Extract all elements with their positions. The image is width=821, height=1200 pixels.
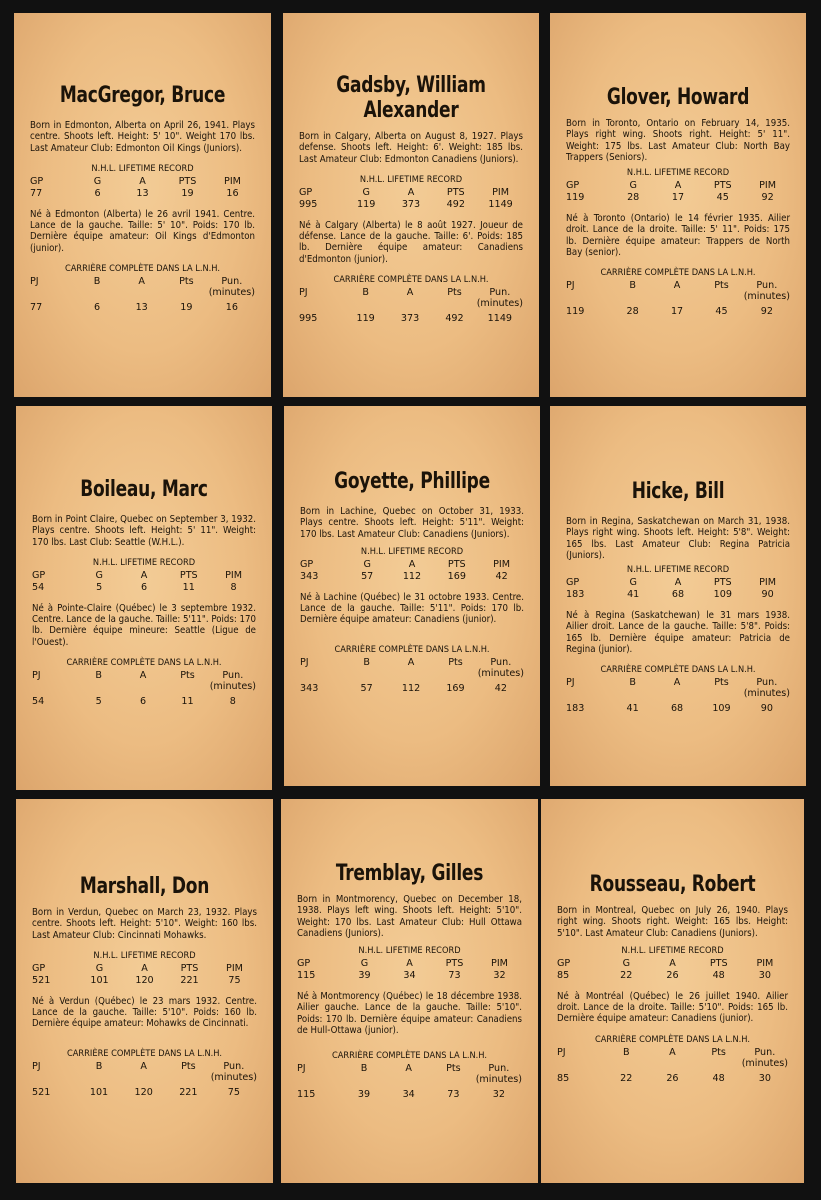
header-pts-fr: Pts: [447, 287, 462, 299]
card-gadsby: [283, 13, 539, 397]
card-tremblay: [281, 799, 538, 1183]
stat-g: 28: [627, 192, 640, 204]
player-name: Glover, Howard: [606, 85, 750, 110]
stats-english: [299, 187, 523, 211]
header-pts-fr: Pts: [179, 276, 194, 288]
stat-pim: 90: [761, 589, 774, 601]
header-pts-fr: Pts: [448, 656, 463, 668]
stat-a-fr: 120: [134, 1086, 153, 1098]
stat-pts-fr: 11: [181, 696, 194, 708]
player-name: Rousseau, Robert: [589, 872, 756, 897]
bio-french: Né à Verdun (Québec) le 23 mars 1932. Centre. Lance de la gauche. Taille: 5'10". Poids: 160 lb. Dernière équipe amateur: Mohawks de Cincinnati.: [32, 995, 257, 1030]
bio-french: Né à Lachine (Québec) le 31 octobre 1933. Centre. Lance de la gauche. Taille: 5'11". Poids: 170 lb. Dernière équipe amateur: Canadiens (junior).: [300, 591, 524, 626]
header-pj: PJ: [32, 670, 41, 682]
stat-a: 120: [135, 974, 154, 986]
header-pim: PIM: [759, 180, 777, 192]
stat-gp: 995: [299, 198, 318, 210]
header-b: B: [360, 1063, 368, 1075]
record-title-english: N.H.L. LIFETIME RECORD: [93, 949, 196, 961]
record-title-french: CARRIÈRE COMPLÈTE DANS LA L.N.H.: [67, 1047, 222, 1059]
header-g: G: [362, 186, 370, 198]
header-pts: PTS: [713, 577, 732, 589]
player-name: Boileau, Marc: [80, 477, 208, 502]
stat-pts: 109: [713, 589, 732, 601]
header-pts: PTS: [446, 186, 465, 198]
header-pj: PJ: [566, 677, 575, 689]
stat-a: 13: [136, 187, 149, 199]
stat-a-fr: 68: [670, 703, 684, 715]
header-b: B: [629, 280, 636, 292]
header-pim: PIM: [225, 569, 243, 581]
stat-b: 41: [626, 703, 639, 715]
stat-pun: 90: [760, 703, 773, 715]
stat-pj: 115: [297, 1089, 316, 1101]
stat-b: 28: [626, 306, 639, 318]
bio-english: Born in Edmonton, Alberta on April 26, 1941. Plays centre. Shoots left. Height: 5' 10". Weight 170 lbs. Last Amateur Club: Edmonton Oil Kings (Juniors).: [30, 120, 255, 154]
bio-french: Né à Montréal (Québec) le 26 juillet 1940. Ailier droit. Lance de la droite. Taille: 5'10". Poids: 165 lb. Dernière équipe amateur: Canadiens (junior).: [557, 990, 788, 1025]
header-pim: PIM: [226, 962, 243, 974]
header-a-fr: A: [405, 1063, 412, 1075]
stats-english: [30, 176, 255, 200]
header-pun: Pun. (minutes): [477, 656, 525, 679]
record-title-french: CARRIÈRE COMPLÈTE DANS LA L.N.H.: [332, 1050, 487, 1062]
card-hicke: [550, 406, 806, 786]
stats-french: [566, 280, 790, 317]
stat-pts: 11: [182, 581, 195, 593]
header-a: A: [139, 175, 146, 187]
stat-gp: 119: [566, 192, 585, 204]
stat-g: 119: [357, 198, 376, 210]
header-pts: PTS: [447, 558, 466, 570]
record-title-french: CARRIÈRE COMPLÈTE DANS LA L.N.H.: [595, 1033, 750, 1045]
stat-pts: 169: [447, 570, 466, 582]
header-pun: Pun. (minutes): [209, 670, 257, 693]
stat-pun: 16: [225, 302, 238, 314]
bio-english: Born in Calgary, Alberta on August 8, 1927. Plays defense. Shoots left. Height: 6'. Weight: 185 lbs. Last Amateur Club: Edmonton Canadiens (Juniors).: [299, 131, 523, 165]
stat-g: 5: [96, 581, 103, 593]
stat-a-fr: 26: [666, 1072, 679, 1084]
card-glover: [550, 13, 806, 397]
card-marshall: [16, 799, 273, 1183]
header-gp: GP: [557, 957, 571, 969]
header-a: A: [141, 962, 148, 974]
header-gp: GP: [299, 186, 313, 198]
header-gp: GP: [566, 577, 580, 589]
player-name: Tremblay, Gilles: [335, 861, 484, 886]
header-b: B: [363, 656, 370, 668]
header-a: A: [407, 186, 415, 198]
record-title-english: N.H.L. LIFETIME RECORD: [91, 162, 194, 174]
header-pim: PIM: [759, 577, 777, 589]
stat-pim: 75: [228, 974, 241, 986]
stat-pun: 1149: [487, 313, 513, 325]
header-a-fr: A: [406, 287, 414, 299]
header-pts-fr: Pts: [180, 670, 195, 682]
header-a-fr: A: [140, 1060, 147, 1072]
header-g: G: [93, 175, 102, 187]
stat-pun: 30: [758, 1072, 771, 1084]
stat-pim: 8: [230, 581, 237, 593]
header-pts: PTS: [713, 180, 732, 192]
header-a: A: [674, 180, 682, 192]
stat-pts-fr: 73: [447, 1089, 460, 1101]
stat-a: 34: [403, 970, 416, 982]
header-pun: Pun. (minutes): [475, 1063, 523, 1086]
stat-pun: 75: [227, 1086, 240, 1098]
stat-pj: 995: [299, 313, 318, 325]
stat-b: 6: [93, 302, 101, 314]
stat-pts-fr: 221: [179, 1086, 198, 1098]
stats-french: [297, 1063, 522, 1100]
header-pts: PTS: [709, 957, 728, 969]
header-pim: PIM: [493, 558, 511, 570]
bio-french: Né à Pointe-Claire (Québec) le 3 septembre 1932. Centre. Lance de la gauche. Taille: 5'11". Poids: 170 lb. Dernière équipe mineure: Seattle (Ligue de l'Ouest).: [32, 602, 256, 648]
player-name: Hicke, Bill: [631, 479, 725, 504]
stat-pts: 45: [716, 192, 729, 204]
stat-gp: 85: [557, 969, 570, 981]
stat-g: 41: [627, 589, 640, 601]
stat-g: 57: [361, 570, 374, 582]
stats-french: [30, 276, 255, 313]
player-name: Goyette, Phillipe: [334, 469, 490, 494]
stat-pts: 73: [448, 970, 461, 982]
bio-english: Born in Verdun, Quebec on March 23, 1932. Plays centre. Shoots left. Height: 5'10". Weight: 160 lbs. Last Amateur Club: Cincinnati Mohawks.: [32, 907, 257, 941]
stat-pj: 521: [32, 1086, 51, 1098]
stat-pj: 119: [566, 306, 585, 318]
stat-a-fr: 6: [140, 696, 147, 708]
record-title-english: N.H.L. LIFETIME RECORD: [359, 173, 463, 185]
header-pts: PTS: [179, 569, 198, 581]
bio-english: Born in Montmorency, Quebec on December 18, 1938. Plays left wing. Shoots left. Height: 5'10". Weight: 170 lbs. Last Amateur Club: Hull Ottawa Canadiens (Juniors).: [297, 894, 522, 939]
stat-a: 17: [671, 192, 685, 204]
record-title-english: N.H.L. LIFETIME RECORD: [92, 556, 196, 568]
header-pts: PTS: [178, 175, 197, 187]
header-pun: Pun. (minutes): [476, 287, 524, 310]
header-pj: PJ: [299, 287, 308, 299]
stats-french: [300, 657, 524, 694]
stat-pim: 32: [493, 970, 506, 982]
stats-english: [566, 180, 790, 204]
stat-a-fr: 13: [135, 302, 148, 314]
stat-g: 22: [620, 969, 633, 981]
header-g: G: [95, 569, 103, 581]
record-title-french: CARRIÈRE COMPLÈTE DANS LA L.N.H.: [600, 664, 756, 676]
bio-french: Né à Regina (Saskatchewan) le 31 mars 1938. Ailier droit. Lance de la gauche. Taille: 5'8". Poids: 165 lb. Dernière équipe amateur: Patricia de Regina (junior).: [566, 610, 790, 656]
header-pj: PJ: [557, 1046, 566, 1058]
header-a-fr: A: [673, 677, 681, 689]
header-pun: Pun. (minutes): [208, 276, 256, 299]
header-pts-fr: Pts: [714, 280, 729, 292]
stat-pim: 30: [758, 969, 771, 981]
header-pts: PTS: [180, 962, 199, 974]
header-pim: PIM: [756, 957, 774, 969]
record-title-french: CARRIÈRE COMPLÈTE DANS LA L.N.H.: [66, 657, 222, 669]
header-pun: Pun. (minutes): [743, 280, 791, 303]
header-pts-fr: Pts: [711, 1046, 726, 1058]
stats-english: [297, 958, 522, 982]
stat-gp: 115: [297, 970, 316, 982]
header-g: G: [363, 558, 371, 570]
record-title-english: N.H.L. LIFETIME RECORD: [626, 564, 730, 576]
stat-pun: 8: [229, 696, 236, 708]
header-gp: GP: [297, 958, 311, 970]
header-pj: PJ: [32, 1060, 41, 1072]
header-g: G: [629, 577, 637, 589]
stat-pun: 32: [492, 1089, 505, 1101]
stats-english: [32, 570, 256, 594]
header-gp: GP: [300, 558, 314, 570]
stat-pj: 77: [30, 302, 43, 314]
header-a-fr: A: [139, 670, 147, 682]
stat-pts-fr: 45: [715, 306, 728, 318]
bio-french: Né à Edmonton (Alberta) le 26 avril 1941. Centre. Lance de la gauche. Taille: 5' 10". Poids: 170 lb. Dernière équipe amateur: Oil Kings d'Edmonton (junior).: [30, 208, 255, 254]
player-name: Gadsby, William Alexander: [336, 73, 486, 123]
card-goyette: [284, 406, 540, 786]
header-g: G: [622, 957, 630, 969]
bio-english: Born in Lachine, Quebec on October 31, 1933. Plays centre. Shoots left. Height: 5'11". Weight: 170 lbs. Last Amateur Club: Canadiens (Juniors).: [300, 506, 524, 540]
stats-english: [32, 963, 257, 987]
stat-pj: 85: [557, 1072, 570, 1084]
header-g: G: [629, 180, 637, 192]
stat-b: 57: [360, 682, 373, 694]
bio-english: Born in Point Claire, Quebec on September 3, 1932. Plays centre. Shoots left. Height: 5' 11". Weight: 170 lbs. Last Club: Seattle (W.H.L.).: [32, 514, 256, 548]
stat-pts-fr: 48: [712, 1072, 725, 1084]
header-a: A: [140, 569, 148, 581]
record-title-english: N.H.L. LIFETIME RECORD: [621, 944, 724, 956]
stat-a-fr: 34: [402, 1089, 415, 1101]
stat-a-fr: 112: [401, 682, 421, 694]
stat-pj: 343: [300, 682, 319, 694]
record-title-french: CARRIÈRE COMPLÈTE DANS LA L.N.H.: [333, 274, 489, 286]
bio-french: Né à Montmorency (Québec) le 18 décembre 1938. Ailier gauche. Lance de la gauche. Taille: 5'10". Poids: 170 lb. Dernière équipe amateur: Canadiens de Hull-Ottawa (junior).: [297, 991, 522, 1037]
stat-g: 6: [94, 187, 101, 199]
header-a: A: [406, 958, 413, 970]
record-title-french: CARRIÈRE COMPLÈTE DANS LA L.N.H.: [600, 267, 756, 279]
stat-pts-fr: 492: [445, 313, 464, 325]
stat-pts: 48: [712, 969, 725, 981]
header-pim: PIM: [224, 175, 241, 187]
header-gp: GP: [30, 175, 44, 187]
stat-b: 119: [356, 313, 375, 325]
stat-pts: 492: [446, 198, 465, 210]
stat-a: 373: [401, 198, 421, 210]
stat-pim: 1149: [488, 198, 513, 210]
header-pun: Pun. (minutes): [743, 677, 791, 700]
stat-b: 39: [357, 1089, 371, 1101]
header-a: A: [408, 558, 416, 570]
header-a-fr: A: [138, 276, 145, 288]
stats-french: [32, 670, 256, 707]
stat-pun: 42: [494, 682, 507, 694]
header-pim: PIM: [492, 186, 510, 198]
bio-english: Born in Toronto, Ontario on February 14, 1935. Plays right wing. Shoots right. Height: 5' 11". Weight: 175 lbs. Last Amateur Club: North Bay Trappers (Seniors).: [566, 118, 790, 163]
stat-pun: 92: [760, 306, 773, 318]
header-gp: GP: [32, 569, 46, 581]
stat-gp: 77: [30, 187, 43, 199]
stats-french: [566, 677, 790, 714]
header-pun: Pun. (minutes): [741, 1046, 789, 1069]
header-a: A: [669, 957, 676, 969]
header-pts-fr: Pts: [714, 677, 729, 689]
header-pts: PTS: [445, 958, 464, 970]
header-b: B: [622, 1046, 630, 1058]
stat-gp: 343: [300, 570, 319, 582]
stat-pts: 19: [181, 187, 194, 199]
header-b: B: [629, 677, 636, 689]
bio-english: Born in Regina, Saskatchewan on March 31, 1938. Plays right wing. Shoots left. Height: 5'8". Weight: 165 lbs. Last Amateur Club: Regina Patricia (Juniors).: [566, 516, 790, 561]
bio-french: Né à Calgary (Alberta) le 8 août 1927. Joueur de défense. Lance de la gauche. Taille: 6'. Poids: 185 lb. Dernière équipe amateur: Canadiens d'Edmonton (junior).: [299, 219, 523, 265]
record-title-english: N.H.L. LIFETIME RECORD: [358, 945, 461, 957]
stat-b: 5: [95, 696, 102, 708]
header-pj: PJ: [30, 276, 39, 288]
player-name: Marshall, Don: [79, 874, 210, 899]
stat-a: 112: [402, 570, 422, 582]
header-pim: PIM: [491, 958, 508, 970]
card-rousseau: [541, 799, 804, 1183]
bio-english: Born in Montreal, Quebec on July 26, 1940. Plays right wing. Shoots right. Weight: 165 lbs. Height: 5'10". Last Amateur Club: Canadiens (Juniors).: [557, 905, 788, 939]
stat-gp: 54: [32, 581, 45, 593]
stat-pts: 221: [180, 974, 199, 986]
record-title-french: CARRIÈRE COMPLÈTE DANS LA L.N.H.: [334, 643, 490, 655]
header-pun: Pun. (minutes): [210, 1060, 258, 1083]
bio-french: Né à Toronto (Ontario) le 14 février 1935. Ailier droit. Lance de la droite. Taille: 5' 11". Poids: 175 lb. Dernière équipe amateur: Trappers de North Bay (senior).: [566, 213, 790, 259]
header-pts-fr: Pts: [181, 1060, 196, 1072]
header-gp: GP: [32, 962, 46, 974]
stats-french: [299, 287, 523, 324]
stat-a: 68: [671, 589, 685, 601]
card-macgregor: [14, 13, 271, 397]
stat-pj: 54: [32, 696, 45, 708]
stat-a: 26: [666, 969, 679, 981]
header-a: A: [674, 577, 682, 589]
stat-gp: 521: [32, 974, 51, 986]
stats-french: [32, 1061, 257, 1098]
header-pj: PJ: [300, 656, 309, 668]
header-a-fr: A: [407, 656, 415, 668]
player-name: MacGregor, Bruce: [59, 83, 226, 108]
stats-french: [557, 1047, 788, 1084]
header-b: B: [95, 670, 102, 682]
header-g: G: [95, 962, 104, 974]
stat-b: 22: [620, 1072, 633, 1084]
stat-pts-fr: 19: [180, 302, 193, 314]
stat-pts-fr: 109: [712, 703, 731, 715]
record-title-french: CARRIÈRE COMPLÈTE DANS LA L.N.H.: [65, 263, 220, 275]
header-a-fr: A: [673, 280, 681, 292]
stat-g: 101: [90, 974, 109, 986]
card-boileau: [16, 406, 272, 790]
stat-pts-fr: 169: [446, 682, 465, 694]
stat-pim: 42: [495, 570, 508, 582]
stat-pim: 16: [226, 187, 239, 199]
stat-b: 101: [89, 1086, 109, 1098]
header-b: B: [93, 276, 101, 288]
stats-english: [557, 958, 788, 982]
stats-english: [566, 577, 790, 601]
stat-a: 6: [140, 581, 148, 593]
stat-gp: 183: [566, 589, 585, 601]
header-gp: GP: [566, 180, 580, 192]
header-pj: PJ: [297, 1063, 306, 1075]
header-a-fr: A: [669, 1046, 676, 1058]
stats-english: [300, 559, 524, 583]
stat-g: 39: [358, 970, 371, 982]
header-b: B: [362, 287, 369, 299]
stat-pj: 183: [566, 703, 585, 715]
stat-a-fr: 373: [400, 313, 420, 325]
stat-a-fr: 17: [670, 306, 684, 318]
header-pj: PJ: [566, 280, 575, 292]
header-pts-fr: Pts: [446, 1063, 461, 1075]
record-title-english: N.H.L. LIFETIME RECORD: [626, 167, 730, 179]
record-title-english: N.H.L. LIFETIME RECORD: [360, 545, 464, 557]
stat-pim: 92: [761, 192, 774, 204]
header-b: B: [95, 1060, 103, 1072]
header-g: G: [360, 958, 369, 970]
